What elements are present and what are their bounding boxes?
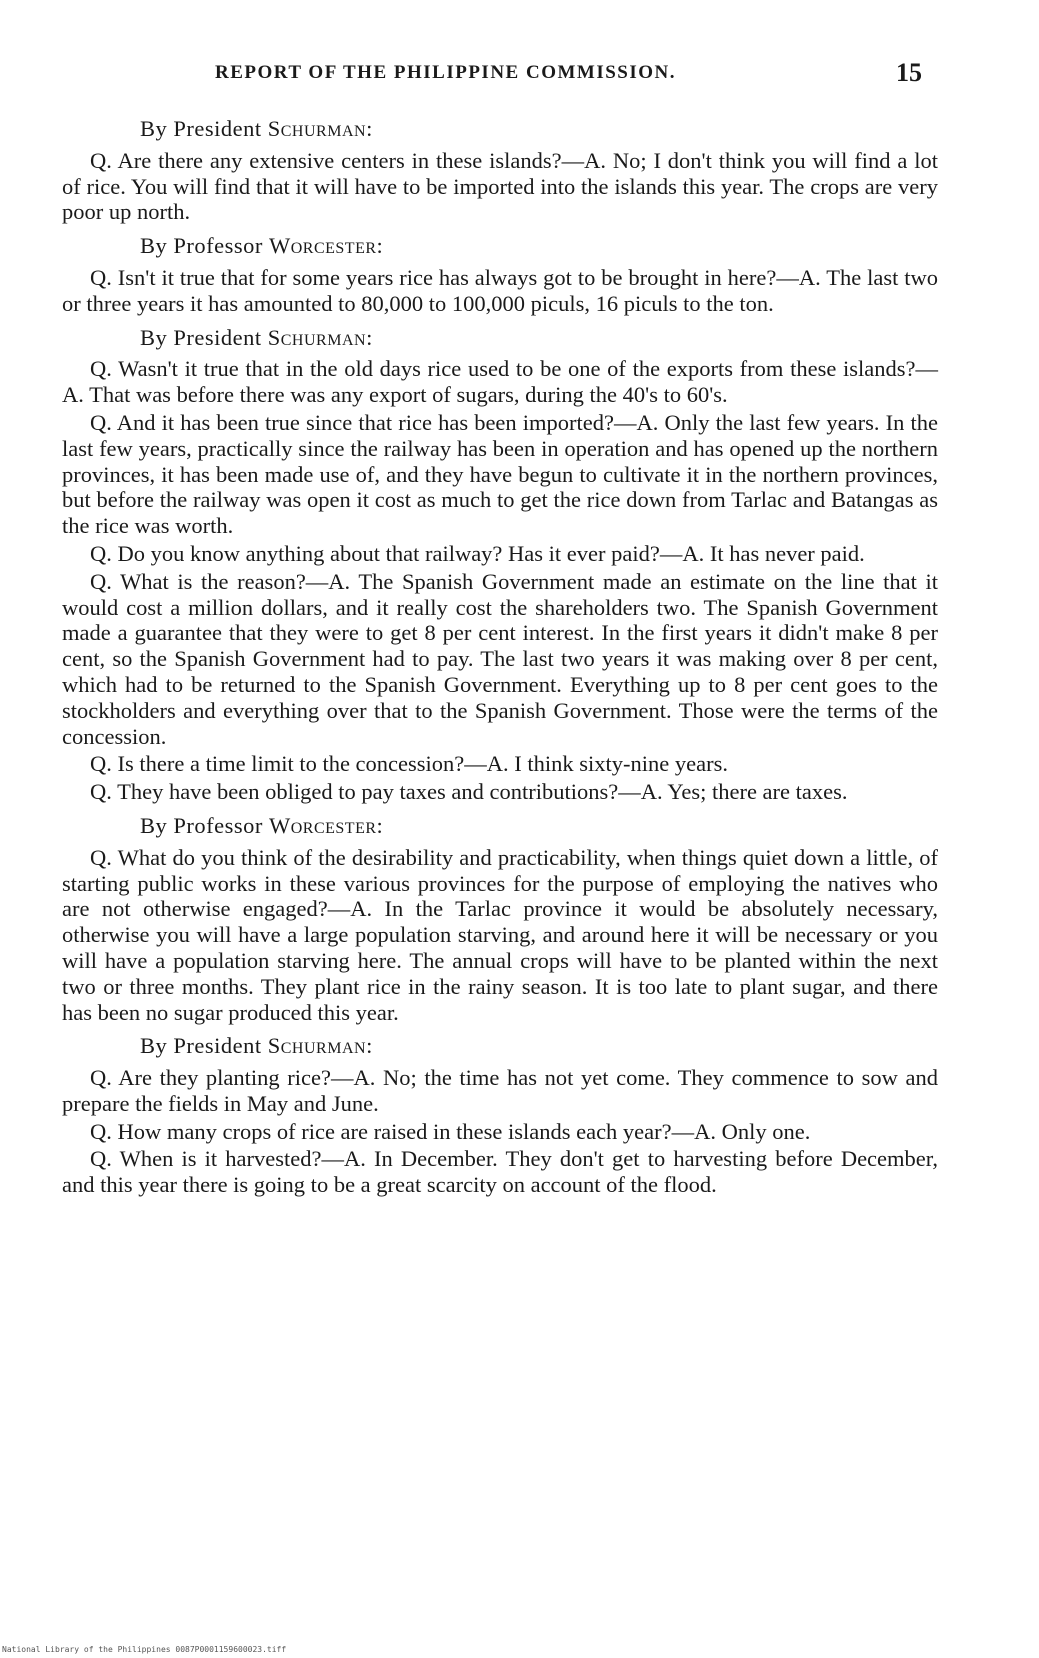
qa-paragraph: Q. Do you know anything about that railway? Has it ever paid?—A. It has never paid.: [90, 540, 865, 566]
speaker-name: Worcester: [269, 812, 377, 838]
scan-footer: National Library of the Philippines 0087P0001159600023.tiff: [2, 1645, 287, 1654]
running-header: REPORT OF THE PHILIPPINE COMMISSION.: [215, 62, 677, 83]
speaker-name: Schurman: [267, 324, 367, 350]
qa-paragraph: Q. And it has been true since that rice has been imported?—A. Only the last few years. In the last few years, practically since the railway has been in operation and has opened up the northern provinces, it has been made use of, and they have begun to cultivate it in the northern provinces, but before the railway was open it cost as much to get the rice down from Tarlac and Batangas as the rice was worth.: [62, 409, 938, 539]
speaker-name: Schurman: [267, 116, 367, 141]
qa-paragraph: Q. When is it harvested?—A. In December. They don't get to harvesting before December, and this year there is going to be a great scarcity on account of the flood.: [62, 1146, 938, 1198]
document-body: [62, 108, 938, 1200]
qa-paragraph: Q. Isn't it true that for some years rice has always got to be brought in here?—A. The last two or three years it has amounted to 80,000 to 100,000 piculs, 16 piculs to the ton.: [62, 264, 938, 316]
qa-paragraph: Q. Are they planting rice?—A. No; the time has not yet come. They commence to sow and prepare the fields in May and June.: [62, 1065, 938, 1116]
speaker-heading: By President Schurman:: [140, 324, 373, 350]
qa-paragraph: Q. Wasn't it true that in the old days rice used to be one of the exports from these islands?—A. That was before there was any export of sugars, during the 40's to 60's.: [62, 356, 938, 408]
qa-paragraph: Q. What do you think of the desirability and practicability, when things quiet down a little, of starting public works in these various provinces for the purpose of employing the natives who are not otherwise engaged?—A. In the Tarlac province it would be absolutely necessary, otherwise you will have a large population starving, and around here it will be necessary or you will have a population starving here. The annual crops will have to be planted within the next two or three months. They plant rice in the rainy season. It is too late to plant sugar, and there has been no sugar produced this year.: [62, 844, 938, 1025]
speaker-name: Worcester: [269, 233, 377, 259]
speaker-name: Schurman: [267, 1033, 367, 1059]
speaker-heading: By Professor Worcester:: [140, 812, 384, 838]
speaker-heading: By Professor Worcester:: [140, 233, 384, 259]
qa-paragraph: Q. Are there any extensive centers in these islands?—A. No; I don't think you will find a lot of rice. You will find that it will have to be imported into the islands this year. The crops are very poor up north.: [62, 147, 938, 225]
speaker-heading: By President Schurman:: [140, 1033, 373, 1059]
qa-paragraph: Q. How many crops of rice are raised in these islands each year?—A. Only one.: [90, 1118, 811, 1144]
qa-paragraph: Q. What is the reason?—A. The Spanish Government made an estimate on the line that it would cost a million dollars, and it really cost the shareholders two. The Spanish Government made a guarantee that they were to get 8 per cent interest. In the first years it didn't make 8 per cent, so the Spanish Government had to pay. The last two years it was making over 8 per cent, which had to be returned to the Spanish Government. Everything up to 8 per cent goes to the stockholders and everything over that to the Spanish Government. Those were the terms of the concession.: [62, 568, 938, 749]
page-number: 15: [896, 58, 922, 87]
speaker-heading: By President Schurman:: [140, 116, 373, 141]
qa-paragraph: Q. They have been obliged to pay taxes and contributions?—A. Yes; there are taxes.: [90, 779, 848, 805]
qa-paragraph: Q. Is there a time limit to the concession?—A. I think sixty-nine years.: [90, 751, 728, 777]
